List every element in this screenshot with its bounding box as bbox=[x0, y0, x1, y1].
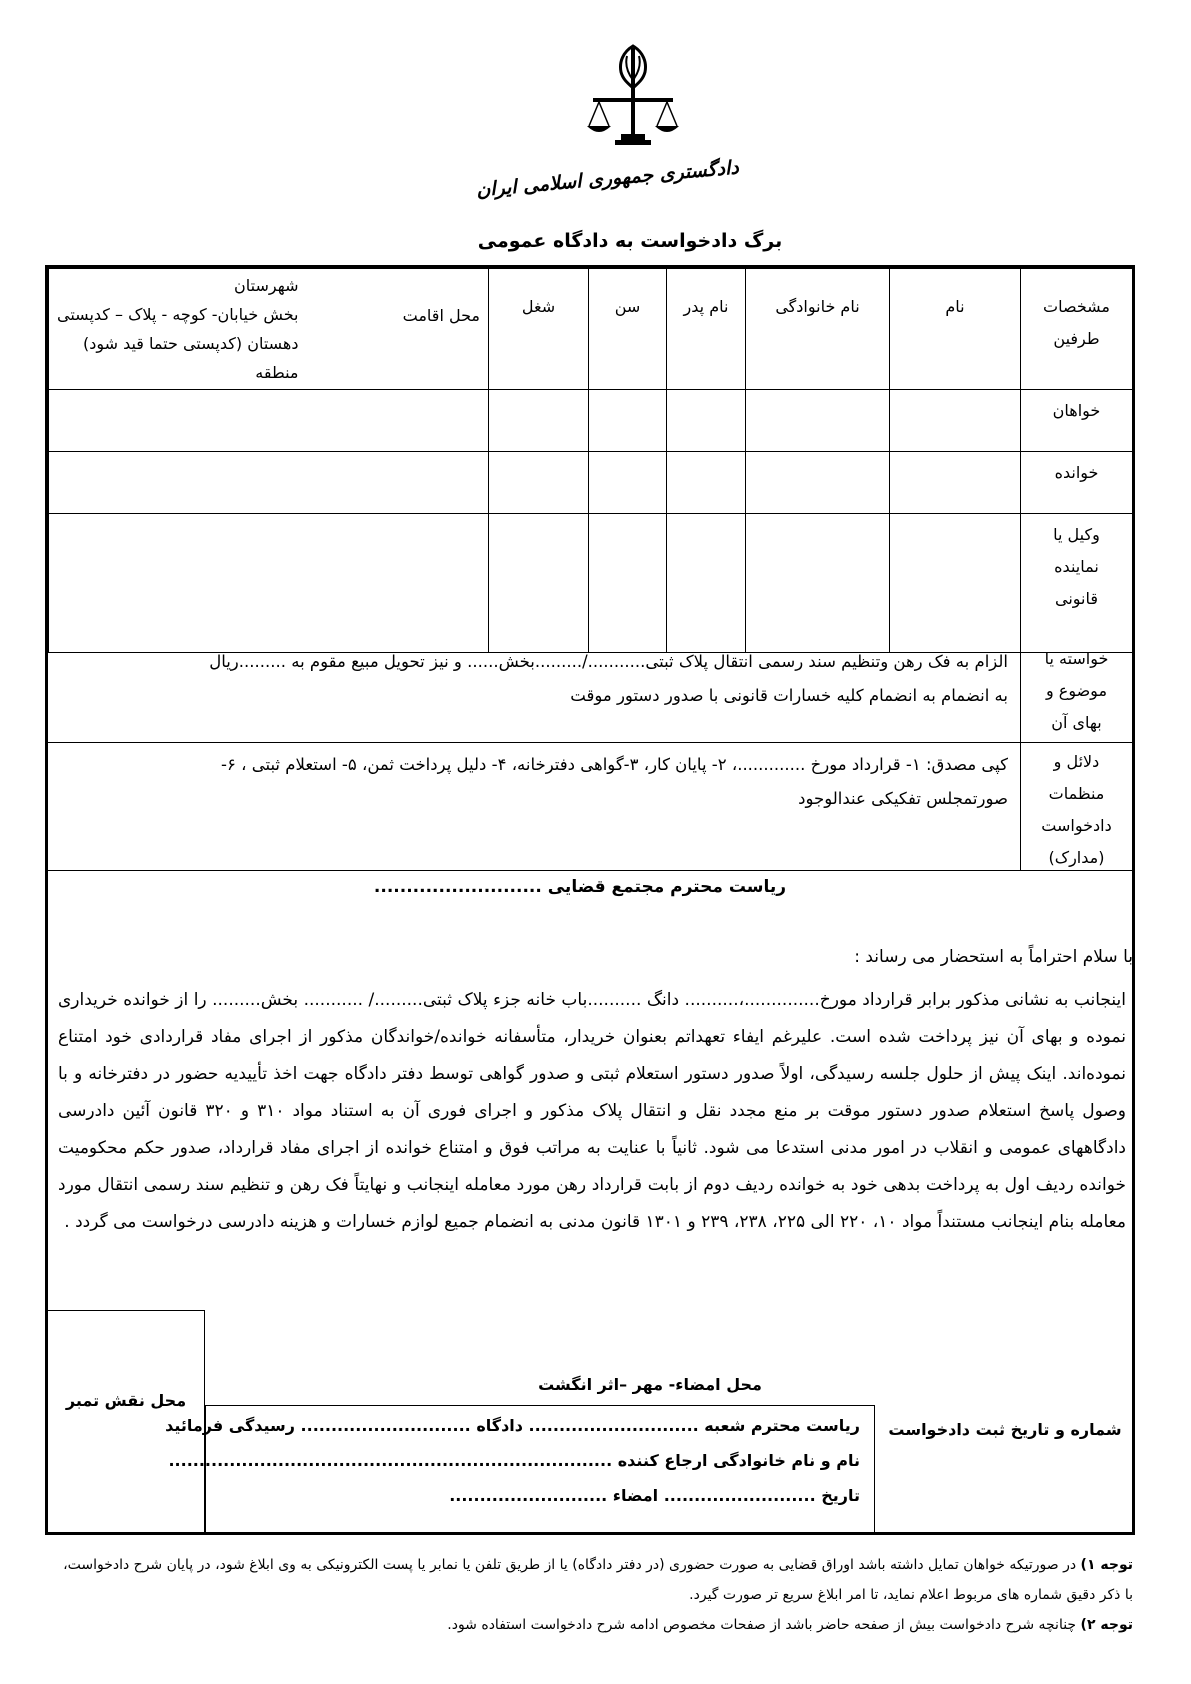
defendant-age-cell[interactable] bbox=[589, 452, 667, 514]
referral-box bbox=[165, 1405, 875, 1535]
plaintiff-last-name-cell[interactable] bbox=[746, 390, 890, 452]
plaintiff-age-cell[interactable] bbox=[589, 390, 667, 452]
judiciary-logo-text: دادگستری جمهوری اسلامی ایران bbox=[475, 156, 740, 202]
father-name-header: نام پدر bbox=[667, 269, 746, 390]
residence-detail: شهرستان بخش خیابان- کوچه - پلاک – کدپستی دهستان (کدپستی حتما قید شود) منطقه bbox=[57, 276, 299, 382]
note-1: توجه ۱) در صورتیکه خواهان تمایل داشته باشد اوراق قضایی به صورت حضوری (در دفتر دادگاه) یا از طریق تلفن یا نمابر یا پست الکترونیکی به وی ابلاغ شود، در پایان شرح دادخواست، با ذکر دقیق شماره های مربوط اعلام نماید، تا امر ابلاغ سریع تر صورت گیرد. bbox=[63, 1557, 1133, 1603]
parties-header-row bbox=[49, 269, 1133, 390]
evidence-label: دلائل و منظمات دادخواست (مدارک) bbox=[1020, 742, 1132, 870]
plaintiff-residence-cell[interactable] bbox=[49, 390, 489, 452]
first-name-header: نام bbox=[890, 269, 1021, 390]
defendant-label: خوانده bbox=[1021, 452, 1133, 514]
note-2: توجه ۲) چنانچه شرح دادخواست بیش از صفحه حاضر باشد از صفحات مخصوص ادامه شرح دادخواست استفاده شود. bbox=[447, 1617, 1133, 1633]
residence-label: محل اقامت bbox=[402, 306, 480, 325]
defendant-occupation-cell[interactable] bbox=[489, 452, 589, 514]
attorney-father-name-cell[interactable] bbox=[667, 514, 746, 653]
defendant-last-name-cell[interactable] bbox=[746, 452, 890, 514]
defendant-row bbox=[49, 452, 1133, 514]
evidence-text[interactable]: کپی مصدق: ۱- قرارداد مورخ .............، ۲- پایان کار، ۳-گواهی دفترخانه، ۴- دلیل پرداخت ثمن، ۵- استعلام ثبتی ، ۶- صورتمجلس تفکیکی عندالوجود bbox=[221, 755, 1008, 808]
parties-table bbox=[48, 268, 1133, 653]
plaintiff-label: خواهان bbox=[1021, 390, 1133, 452]
plaintiff-first-name-cell[interactable] bbox=[890, 390, 1021, 452]
judiciary-emblem-icon bbox=[583, 42, 683, 152]
party-details-header: مشخصات طرفین bbox=[1021, 269, 1133, 390]
referral-line-branch: ریاست محترم شعبه ............................ دادگاه ............................ رسیدگی فرمائید bbox=[165, 1416, 860, 1435]
attorney-residence-cell[interactable] bbox=[49, 514, 489, 653]
age-header: سن bbox=[589, 269, 667, 390]
registration-label: شماره و تاریخ ثبت دادخواست bbox=[888, 1420, 1122, 1439]
attorney-age-cell[interactable] bbox=[589, 514, 667, 653]
defendant-father-name-cell[interactable] bbox=[667, 452, 746, 514]
defendant-first-name-cell[interactable] bbox=[890, 452, 1021, 514]
attorney-last-name-cell[interactable] bbox=[746, 514, 890, 653]
last-name-header: نام خانوادگی bbox=[746, 269, 890, 390]
attorney-row bbox=[49, 514, 1133, 653]
form-title: برگ دادخواست به دادگاه عمومی bbox=[477, 230, 783, 252]
referral-line-date-signature: تاریخ ......................... امضاء .......................... bbox=[449, 1486, 860, 1505]
petition-body-text[interactable]: اینجانب به نشانی مذکور برابر قرارداد مورخ..............،.......... دانگ ..........باب خانه جزء پلاک ثبتی........./ ........... بخش......... را از خوانده خریداری نموده و بهای آن نیز پرداخت شده است. علیرغم ایفاء تعهداتم بعنوان خریدار، متأسفانه خوانده/خواندگان مذکور از اجرای مفاد قراردادی خود امتناع نموده‌اند. اینک پیش از حلول جلسه رسیدگی، اولاً صدور دستور استعلام ثبتی و صدور گواهی توسط دفتر دادگاه جهت اخذ تأییدیه حضور در دفترخانه و با وصول پاسخ استعلام صدور دستور موقت بر منع مجدد نقل و انتقال پلاک مذکور و اجرای فوری آن به استناد مواد ۳۱۰ و ۳۲۰ قانون آئین دادرسی دادگاههای عمومی و انقلاب در امور مدنی استدعا می شود. ثانیاً با عنایت به مراتب فوق و امتناع خوانده از اجرای مفاد قرارداد، صدور حکم محکومیت خوانده ردیف اول به پرداخت بدهی خود به خوانده ردیف دوم از بابت قرارداد رهن مورد معامله اینجانب و نهایتاً فک رهن و تنظیم سند رسمی انتقال مورد معامله بنام اینجانب مستنداً مواد ۱۰، ۲۲۰ الی ۲۲۵، ۲۳۸، ۲۳۹ و ۱۳۰۱ قانون مدنی به انضمام جمیع لوازم خسارات و هزینه دادرسی درخواست می گردد . bbox=[58, 990, 1126, 1232]
request-text[interactable]: الزام به فک رهن وتنظیم سند رسمی انتقال پلاک ثبتی.........../.........بخش...... و نیز تحویل مبیع مقوم به .........ریال به انضمام به انضمام کلیه خسارات قانونی با صدور دستور موقت bbox=[209, 652, 1008, 705]
request-label: خواسته یا موضوع و بهای آن bbox=[1020, 639, 1132, 742]
plaintiff-occupation-cell[interactable] bbox=[489, 390, 589, 452]
residence-header bbox=[49, 269, 489, 390]
stamp-place-label: محل نقش تمبر bbox=[65, 1391, 187, 1410]
evidence-section bbox=[48, 742, 1132, 871]
occupation-header: شغل bbox=[489, 269, 589, 390]
signature-place-label: محل امضاء- مهر –اثر انگشت bbox=[538, 1375, 762, 1394]
referral-line-referrer: نام و نام خانوادگی ارجاع کننده ......................................................................... bbox=[168, 1451, 860, 1470]
attorney-label: وکیل یا نماینده قانونی bbox=[1021, 514, 1133, 653]
request-section bbox=[48, 639, 1132, 743]
salutation: با سلام احتراماً به استحضار می رساند : bbox=[854, 947, 1133, 967]
addressee-heading: ریاست محترم مجتمع قضایی .......................... bbox=[373, 877, 787, 897]
plaintiff-row bbox=[49, 390, 1133, 452]
plaintiff-father-name-cell[interactable] bbox=[667, 390, 746, 452]
defendant-residence-cell[interactable] bbox=[49, 452, 489, 514]
attorney-occupation-cell[interactable] bbox=[489, 514, 589, 653]
attorney-first-name-cell[interactable] bbox=[890, 514, 1021, 653]
